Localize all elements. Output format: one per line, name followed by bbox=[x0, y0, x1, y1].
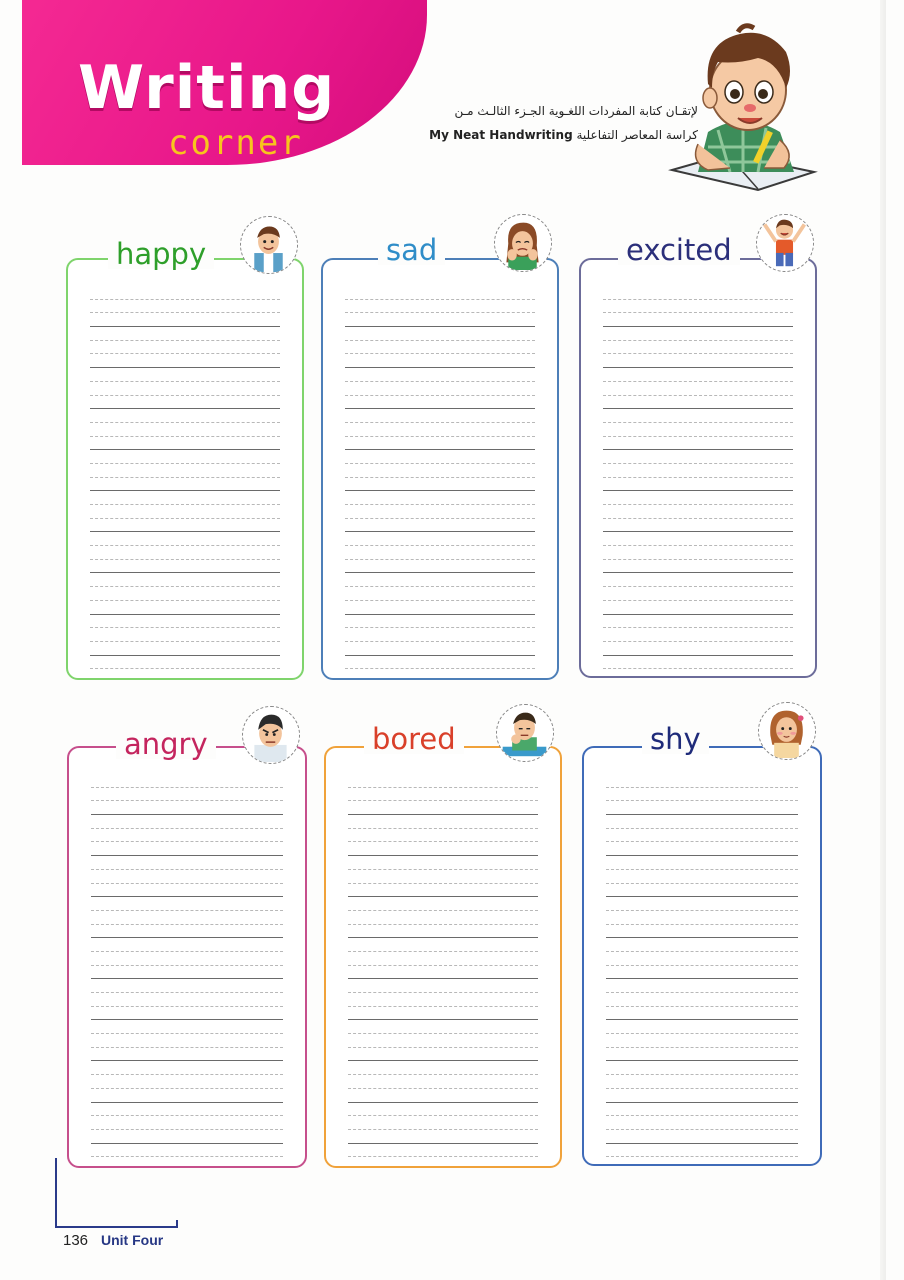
guide-line bbox=[348, 815, 538, 829]
guide-line bbox=[348, 801, 538, 815]
guide-line bbox=[603, 628, 793, 642]
shy-girl-icon bbox=[758, 702, 816, 760]
guide-line bbox=[603, 601, 793, 615]
guide-line bbox=[606, 801, 798, 815]
guide-line bbox=[90, 313, 280, 327]
guide-line bbox=[90, 532, 280, 546]
guide-line bbox=[91, 897, 283, 911]
guide-line bbox=[348, 856, 538, 870]
guide-line bbox=[603, 587, 793, 601]
guide-line bbox=[606, 1103, 798, 1117]
guide-line bbox=[91, 1075, 283, 1089]
guide-line bbox=[606, 829, 798, 843]
card-title-sad: sad bbox=[378, 236, 445, 265]
guide-line bbox=[345, 642, 535, 656]
card-title-angry: angry bbox=[116, 730, 216, 759]
guide-line bbox=[90, 573, 280, 587]
guide-line bbox=[603, 642, 793, 656]
guide-line bbox=[345, 437, 535, 451]
guide-line bbox=[603, 450, 793, 464]
guide-line bbox=[345, 601, 535, 615]
guide-line bbox=[603, 437, 793, 451]
guide-line bbox=[90, 478, 280, 492]
bored-boy-icon bbox=[496, 704, 554, 762]
guide-line bbox=[606, 856, 798, 870]
guide-line bbox=[348, 884, 538, 898]
guide-line bbox=[603, 532, 793, 546]
guide-line bbox=[348, 788, 538, 802]
writing-card-bored[interactable] bbox=[324, 746, 562, 1168]
guide-line bbox=[90, 341, 280, 355]
guide-line bbox=[345, 423, 535, 437]
card-title-bored: bored bbox=[364, 725, 464, 754]
guide-line bbox=[348, 938, 538, 952]
guide-line bbox=[91, 911, 283, 925]
book-name-arabic: كراسة المعاصر التفاعلية bbox=[576, 128, 698, 142]
guide-line bbox=[606, 911, 798, 925]
writing-card-shy[interactable] bbox=[582, 746, 822, 1166]
guide-line bbox=[90, 656, 280, 670]
guide-line bbox=[91, 1048, 283, 1062]
guide-line bbox=[603, 464, 793, 478]
angry-boy-icon bbox=[242, 706, 300, 764]
guide-line bbox=[91, 925, 283, 939]
guide-line bbox=[603, 615, 793, 629]
guide-line bbox=[91, 952, 283, 966]
guide-line bbox=[91, 801, 283, 815]
guide-line bbox=[606, 1007, 798, 1021]
guide-line bbox=[345, 341, 535, 355]
guide-line bbox=[348, 911, 538, 925]
guide-line bbox=[348, 829, 538, 843]
book-name-english: My Neat Handwriting bbox=[429, 128, 573, 142]
guide-line bbox=[603, 546, 793, 560]
guide-line bbox=[345, 313, 535, 327]
guide-line bbox=[603, 656, 793, 670]
guide-line bbox=[91, 829, 283, 843]
guide-line bbox=[90, 300, 280, 314]
guide-line bbox=[90, 519, 280, 533]
guide-line bbox=[345, 615, 535, 629]
guide-line bbox=[345, 354, 535, 368]
guide-line bbox=[603, 409, 793, 423]
guide-line bbox=[90, 368, 280, 382]
guide-line bbox=[345, 505, 535, 519]
excited-boy-icon bbox=[756, 214, 814, 272]
guide-line bbox=[606, 897, 798, 911]
guide-line bbox=[603, 560, 793, 574]
footer-rule-tick bbox=[176, 1220, 178, 1228]
guide-line bbox=[606, 938, 798, 952]
guide-line bbox=[90, 396, 280, 410]
guide-line bbox=[603, 519, 793, 533]
guide-line bbox=[345, 519, 535, 533]
boy-writing-icon bbox=[668, 22, 818, 192]
guide-line bbox=[348, 925, 538, 939]
guide-line bbox=[91, 884, 283, 898]
guide-line bbox=[91, 1089, 283, 1103]
guide-line bbox=[348, 1130, 538, 1144]
footer-rule-vertical bbox=[55, 1158, 57, 1228]
guide-line bbox=[606, 1048, 798, 1062]
guide-line bbox=[606, 1061, 798, 1075]
guide-line bbox=[345, 396, 535, 410]
card-title-happy: happy bbox=[108, 240, 214, 269]
guide-line bbox=[345, 573, 535, 587]
guide-line bbox=[90, 327, 280, 341]
guide-line bbox=[90, 450, 280, 464]
guide-line bbox=[606, 952, 798, 966]
guide-line bbox=[90, 286, 280, 300]
guide-line bbox=[90, 505, 280, 519]
title-corner: corner bbox=[168, 123, 303, 163]
writing-lines[interactable] bbox=[603, 286, 793, 669]
guide-line bbox=[91, 870, 283, 884]
guide-line bbox=[348, 1144, 538, 1158]
guide-line bbox=[91, 1020, 283, 1034]
guide-line bbox=[90, 382, 280, 396]
guide-line bbox=[348, 1116, 538, 1130]
arabic-instruction-line1: لإتقـان كتابة المفردات اللغـوية الجـزء الثالـث مـن bbox=[454, 104, 698, 118]
guide-line bbox=[348, 966, 538, 980]
guide-line bbox=[91, 788, 283, 802]
guide-line bbox=[90, 491, 280, 505]
guide-line bbox=[91, 1130, 283, 1144]
guide-line bbox=[348, 1020, 538, 1034]
guide-line bbox=[345, 464, 535, 478]
guide-line bbox=[606, 1020, 798, 1034]
guide-line bbox=[91, 979, 283, 993]
guide-line bbox=[603, 286, 793, 300]
title-writing: Writing bbox=[78, 53, 336, 123]
guide-line bbox=[345, 409, 535, 423]
guide-line bbox=[91, 1007, 283, 1021]
guide-line bbox=[90, 354, 280, 368]
guide-line bbox=[606, 993, 798, 1007]
writing-card-sad[interactable] bbox=[321, 258, 559, 680]
guide-line bbox=[603, 491, 793, 505]
guide-line bbox=[90, 423, 280, 437]
writing-lines[interactable] bbox=[348, 774, 538, 1157]
guide-line bbox=[90, 601, 280, 615]
guide-line bbox=[90, 615, 280, 629]
page-edge bbox=[880, 0, 886, 1280]
guide-line bbox=[345, 546, 535, 560]
guide-line bbox=[345, 382, 535, 396]
guide-line bbox=[348, 979, 538, 993]
sad-girl-icon bbox=[494, 214, 552, 272]
guide-line bbox=[91, 1061, 283, 1075]
guide-line bbox=[606, 788, 798, 802]
guide-line bbox=[603, 327, 793, 341]
guide-line bbox=[348, 870, 538, 884]
guide-line bbox=[606, 1075, 798, 1089]
guide-line bbox=[91, 815, 283, 829]
guide-line bbox=[90, 437, 280, 451]
guide-line bbox=[345, 368, 535, 382]
guide-line bbox=[90, 464, 280, 478]
guide-line bbox=[606, 1034, 798, 1048]
guide-line bbox=[603, 505, 793, 519]
writing-card-happy[interactable] bbox=[66, 258, 304, 680]
guide-line bbox=[345, 450, 535, 464]
guide-line bbox=[348, 993, 538, 1007]
guide-line bbox=[603, 423, 793, 437]
guide-line bbox=[345, 300, 535, 314]
page-number: 136 bbox=[63, 1232, 89, 1249]
guide-line bbox=[348, 1089, 538, 1103]
guide-line bbox=[90, 587, 280, 601]
guide-line bbox=[348, 1034, 538, 1048]
guide-line bbox=[345, 587, 535, 601]
guide-line bbox=[606, 966, 798, 980]
guide-line bbox=[606, 1089, 798, 1103]
guide-line bbox=[345, 286, 535, 300]
guide-line bbox=[603, 382, 793, 396]
guide-line bbox=[348, 1048, 538, 1062]
guide-line bbox=[603, 396, 793, 410]
arabic-instruction-line2 bbox=[400, 128, 698, 142]
guide-line bbox=[348, 1061, 538, 1075]
guide-line bbox=[91, 1103, 283, 1117]
guide-line bbox=[603, 341, 793, 355]
guide-line bbox=[345, 532, 535, 546]
guide-line bbox=[603, 478, 793, 492]
card-title-excited: excited bbox=[618, 236, 740, 265]
guide-line bbox=[606, 979, 798, 993]
guide-line bbox=[606, 774, 798, 788]
writing-lines[interactable] bbox=[606, 774, 798, 1157]
guide-line bbox=[345, 560, 535, 574]
guide-line bbox=[348, 1007, 538, 1021]
guide-line bbox=[91, 1116, 283, 1130]
guide-line bbox=[348, 774, 538, 788]
guide-line bbox=[348, 897, 538, 911]
guide-line bbox=[90, 628, 280, 642]
guide-line bbox=[606, 1144, 798, 1158]
guide-line bbox=[606, 884, 798, 898]
guide-line bbox=[603, 368, 793, 382]
guide-line bbox=[91, 1034, 283, 1048]
writing-card-excited[interactable] bbox=[579, 258, 817, 678]
guide-line bbox=[90, 560, 280, 574]
guide-line bbox=[91, 938, 283, 952]
guide-line bbox=[90, 546, 280, 560]
guide-line bbox=[603, 300, 793, 314]
guide-line bbox=[345, 491, 535, 505]
guide-line bbox=[91, 966, 283, 980]
guide-line bbox=[91, 774, 283, 788]
guide-line bbox=[348, 1075, 538, 1089]
guide-line bbox=[606, 1116, 798, 1130]
writing-lines[interactable] bbox=[91, 774, 283, 1157]
card-title-shy: shy bbox=[642, 725, 709, 754]
guide-line bbox=[348, 842, 538, 856]
guide-line bbox=[603, 313, 793, 327]
unit-label: Unit Four bbox=[101, 1232, 164, 1248]
guide-line bbox=[348, 952, 538, 966]
writing-card-angry[interactable] bbox=[67, 746, 307, 1168]
guide-line bbox=[606, 1130, 798, 1144]
guide-line bbox=[91, 1144, 283, 1158]
guide-line bbox=[603, 354, 793, 368]
guide-line bbox=[606, 842, 798, 856]
guide-line bbox=[91, 856, 283, 870]
guide-line bbox=[91, 993, 283, 1007]
guide-line bbox=[345, 656, 535, 670]
guide-line bbox=[606, 925, 798, 939]
guide-line bbox=[90, 642, 280, 656]
writing-lines[interactable] bbox=[90, 286, 280, 669]
guide-line bbox=[90, 409, 280, 423]
guide-line bbox=[345, 478, 535, 492]
guide-line bbox=[606, 870, 798, 884]
writing-lines[interactable] bbox=[345, 286, 535, 669]
happy-boy-icon bbox=[240, 216, 298, 274]
guide-line bbox=[345, 628, 535, 642]
footer-rule-horizontal bbox=[55, 1226, 178, 1228]
guide-line bbox=[348, 1103, 538, 1117]
guide-line bbox=[606, 815, 798, 829]
guide-line bbox=[603, 573, 793, 587]
guide-line bbox=[345, 327, 535, 341]
guide-line bbox=[91, 842, 283, 856]
